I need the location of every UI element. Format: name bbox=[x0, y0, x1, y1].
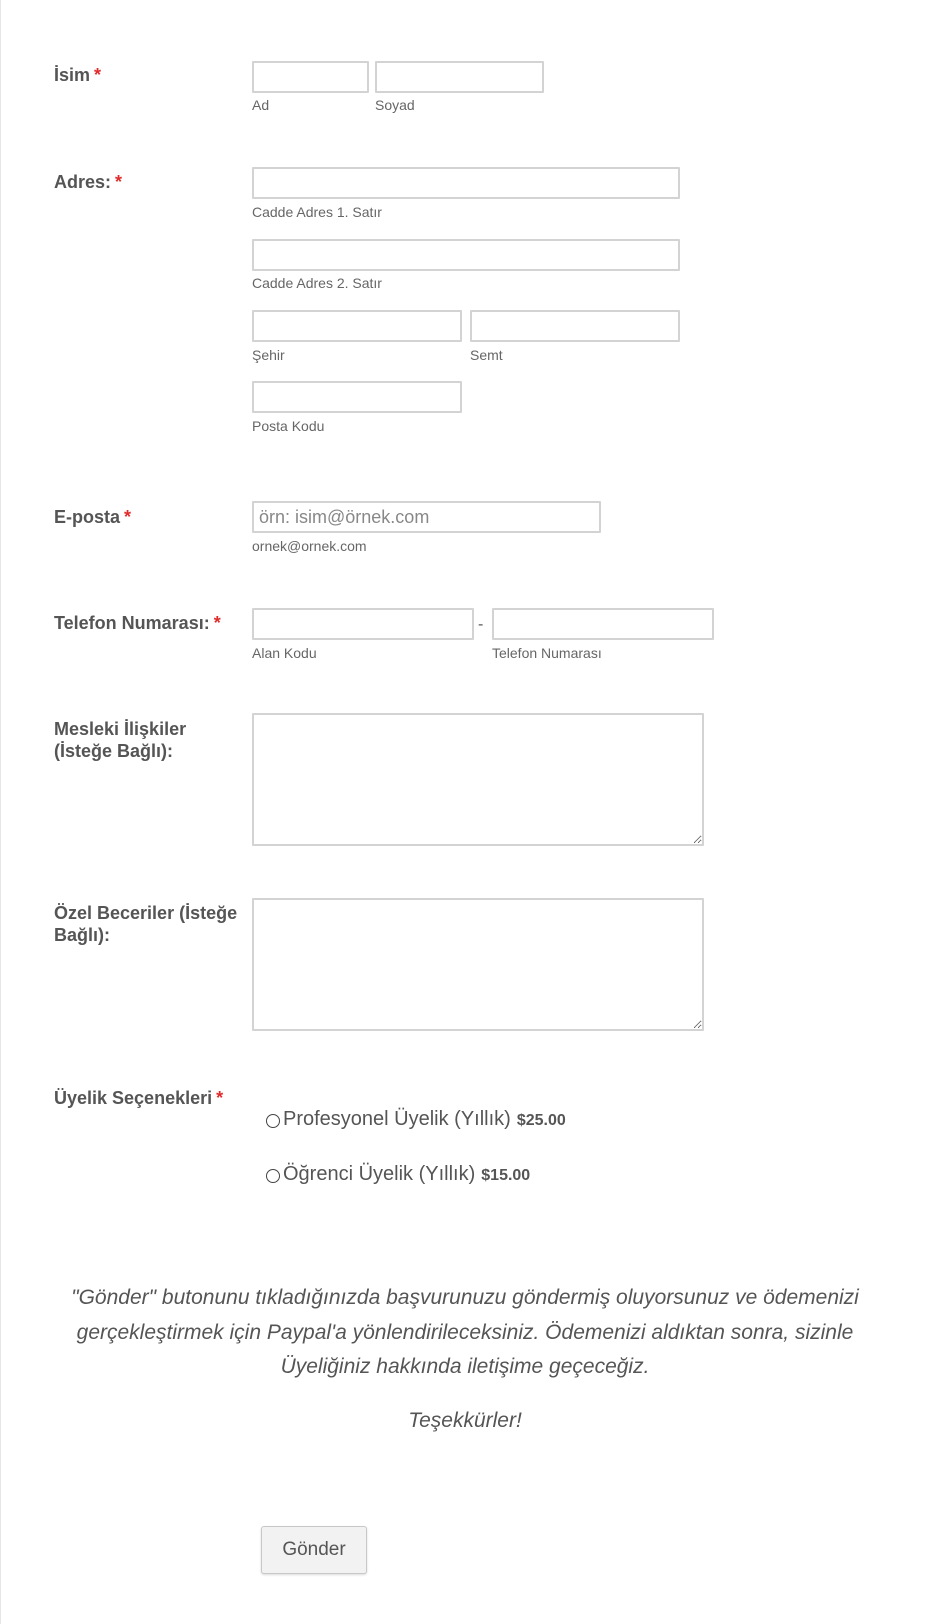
submit-button[interactable]: Gönder bbox=[261, 1526, 367, 1574]
submission-notice bbox=[54, 1281, 876, 1385]
option-price: $15.00 bbox=[481, 1166, 531, 1184]
required-asterisk: * bbox=[216, 1088, 224, 1108]
district-input[interactable] bbox=[470, 310, 680, 342]
area-code-input[interactable] bbox=[252, 608, 474, 640]
address-line2-input[interactable] bbox=[252, 239, 680, 271]
option-price: $25.00 bbox=[516, 1111, 566, 1129]
membership-option-student[interactable] bbox=[266, 1163, 530, 1186]
skills-label: Özel Beceriler (İsteğe Bağlı): bbox=[54, 903, 238, 945]
address-line1-input[interactable] bbox=[252, 167, 680, 199]
notice-line: Üyeliğiniz hakkında iletişime geçeceğiz. bbox=[280, 1355, 650, 1378]
city-input[interactable] bbox=[252, 310, 462, 342]
name-label: İsim * bbox=[54, 65, 102, 85]
skills-textarea[interactable] bbox=[252, 898, 704, 1031]
postal-code-input[interactable] bbox=[252, 381, 462, 413]
required-asterisk: * bbox=[124, 507, 132, 527]
first-name-sublabel: Ad bbox=[252, 97, 270, 113]
last-name-input[interactable] bbox=[375, 61, 544, 93]
phone-number-input[interactable] bbox=[492, 608, 714, 640]
postal-code-sublabel: Posta Kodu bbox=[252, 418, 325, 434]
last-name-sublabel: Soyad bbox=[375, 97, 415, 113]
email-input[interactable] bbox=[252, 501, 601, 533]
thanks-text: Teşekkürler! bbox=[408, 1409, 522, 1432]
area-code-sublabel: Alan Kodu bbox=[252, 645, 317, 661]
email-label: E-posta * bbox=[54, 507, 132, 527]
option-label: Profesyonel Üyelik (Yıllık) bbox=[283, 1108, 511, 1130]
membership-label: Üyelik Seçenekleri * bbox=[54, 1088, 224, 1108]
notice-line: "Gönder" butonunu tıkladığınızda başvurunuzu göndermiş oluyorsunuz ve ödemenizi bbox=[71, 1286, 859, 1309]
radio-button[interactable] bbox=[266, 1114, 280, 1128]
district-sublabel: Semt bbox=[470, 347, 503, 363]
email-sublabel: ornek@ornek.com bbox=[252, 538, 367, 554]
affiliations-label: Mesleki İlişkiler (İsteğe Bağlı): bbox=[54, 719, 187, 761]
option-label: Öğrenci Üyelik (Yıllık) bbox=[283, 1163, 476, 1185]
membership-option-professional[interactable] bbox=[266, 1108, 566, 1131]
radio-button[interactable] bbox=[266, 1169, 280, 1183]
required-asterisk: * bbox=[213, 613, 221, 633]
city-sublabel: Şehir bbox=[252, 347, 285, 363]
address-line2-sublabel: Cadde Adres 2. Satır bbox=[252, 275, 382, 291]
first-name-input[interactable] bbox=[252, 61, 369, 93]
phone-label: Telefon Numarası: * bbox=[54, 613, 221, 633]
affiliations-textarea[interactable] bbox=[252, 713, 704, 846]
address-line1-sublabel: Cadde Adres 1. Satır bbox=[252, 204, 382, 220]
phone-number-sublabel: Telefon Numarası bbox=[492, 645, 602, 661]
required-asterisk: * bbox=[94, 65, 102, 85]
phone-separator: - bbox=[478, 616, 484, 633]
notice-line: gerçekleştirmek için Paypal'a yönlendirileceksiniz. Ödemenizi aldıktan sonra, sizinle bbox=[76, 1320, 854, 1344]
address-label: Adres: * bbox=[54, 172, 123, 192]
page-left-border bbox=[0, 0, 1, 1624]
required-asterisk: * bbox=[115, 172, 123, 192]
